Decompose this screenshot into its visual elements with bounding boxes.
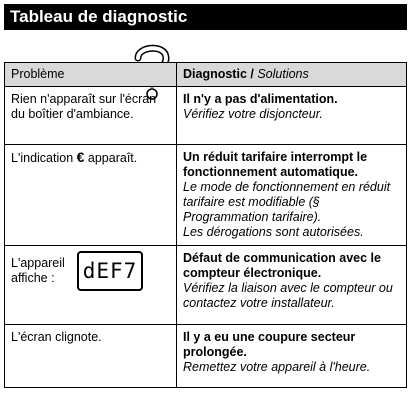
- solution-text: Vérifiez votre disjoncteur.: [183, 107, 323, 121]
- header-diagnostic: [177, 63, 407, 87]
- diagnostic-table: [4, 62, 407, 388]
- header-problem: Problème: [5, 63, 177, 87]
- header-solutions-label: Solutions: [257, 67, 309, 81]
- solution-cell: [177, 246, 407, 325]
- problem-cell: Rien n'apparaît sur l'écran du boîtier d'ambiance.: [5, 87, 177, 145]
- solution-text: Le mode de fonctionnement en réduit tarifaire est modifiable (§ Programmation tarifaire).: [183, 180, 391, 224]
- diagnostic-text: Défaut de communication avec le compteur électronique.: [183, 251, 381, 280]
- problem-text: L'indication: [11, 151, 77, 165]
- lcd-display: dEF7: [77, 251, 143, 291]
- table-header-row: [5, 63, 407, 87]
- problem-cell: L'écran clignote.: [5, 325, 177, 388]
- table-row: [5, 145, 407, 246]
- table-row: [5, 246, 407, 325]
- problem-text: apparaît.: [84, 151, 138, 165]
- solution-cell: [177, 325, 407, 388]
- diagnostic-text: Il n'y a pas d'alimentation.: [183, 92, 338, 106]
- euro-icon: €: [76, 149, 85, 165]
- table-row: [5, 325, 407, 388]
- page-title: Tableau de diagnostic: [4, 4, 407, 30]
- diagnostic-text: Il y a eu une coupure secteur prolongée.: [183, 330, 356, 359]
- problem-cell: [5, 145, 177, 246]
- problem-text: L'appareil affiche :: [11, 256, 65, 285]
- solution-cell: [177, 145, 407, 246]
- solution-text: Remettez votre appareil à l'heure.: [183, 360, 371, 374]
- solution-text: Vérifiez la liaison avec le compteur ou contactez votre installateur.: [183, 281, 393, 310]
- solution-text: Les dérogations sont autorisées.: [183, 225, 364, 239]
- table-row: [5, 87, 407, 145]
- problem-cell: [5, 246, 177, 325]
- header-diagnostic-label: Diagnostic /: [183, 67, 254, 81]
- diagnostic-text: Un réduit tarifaire interrompt le fonctionnement automatique.: [183, 150, 368, 179]
- solution-cell: [177, 87, 407, 145]
